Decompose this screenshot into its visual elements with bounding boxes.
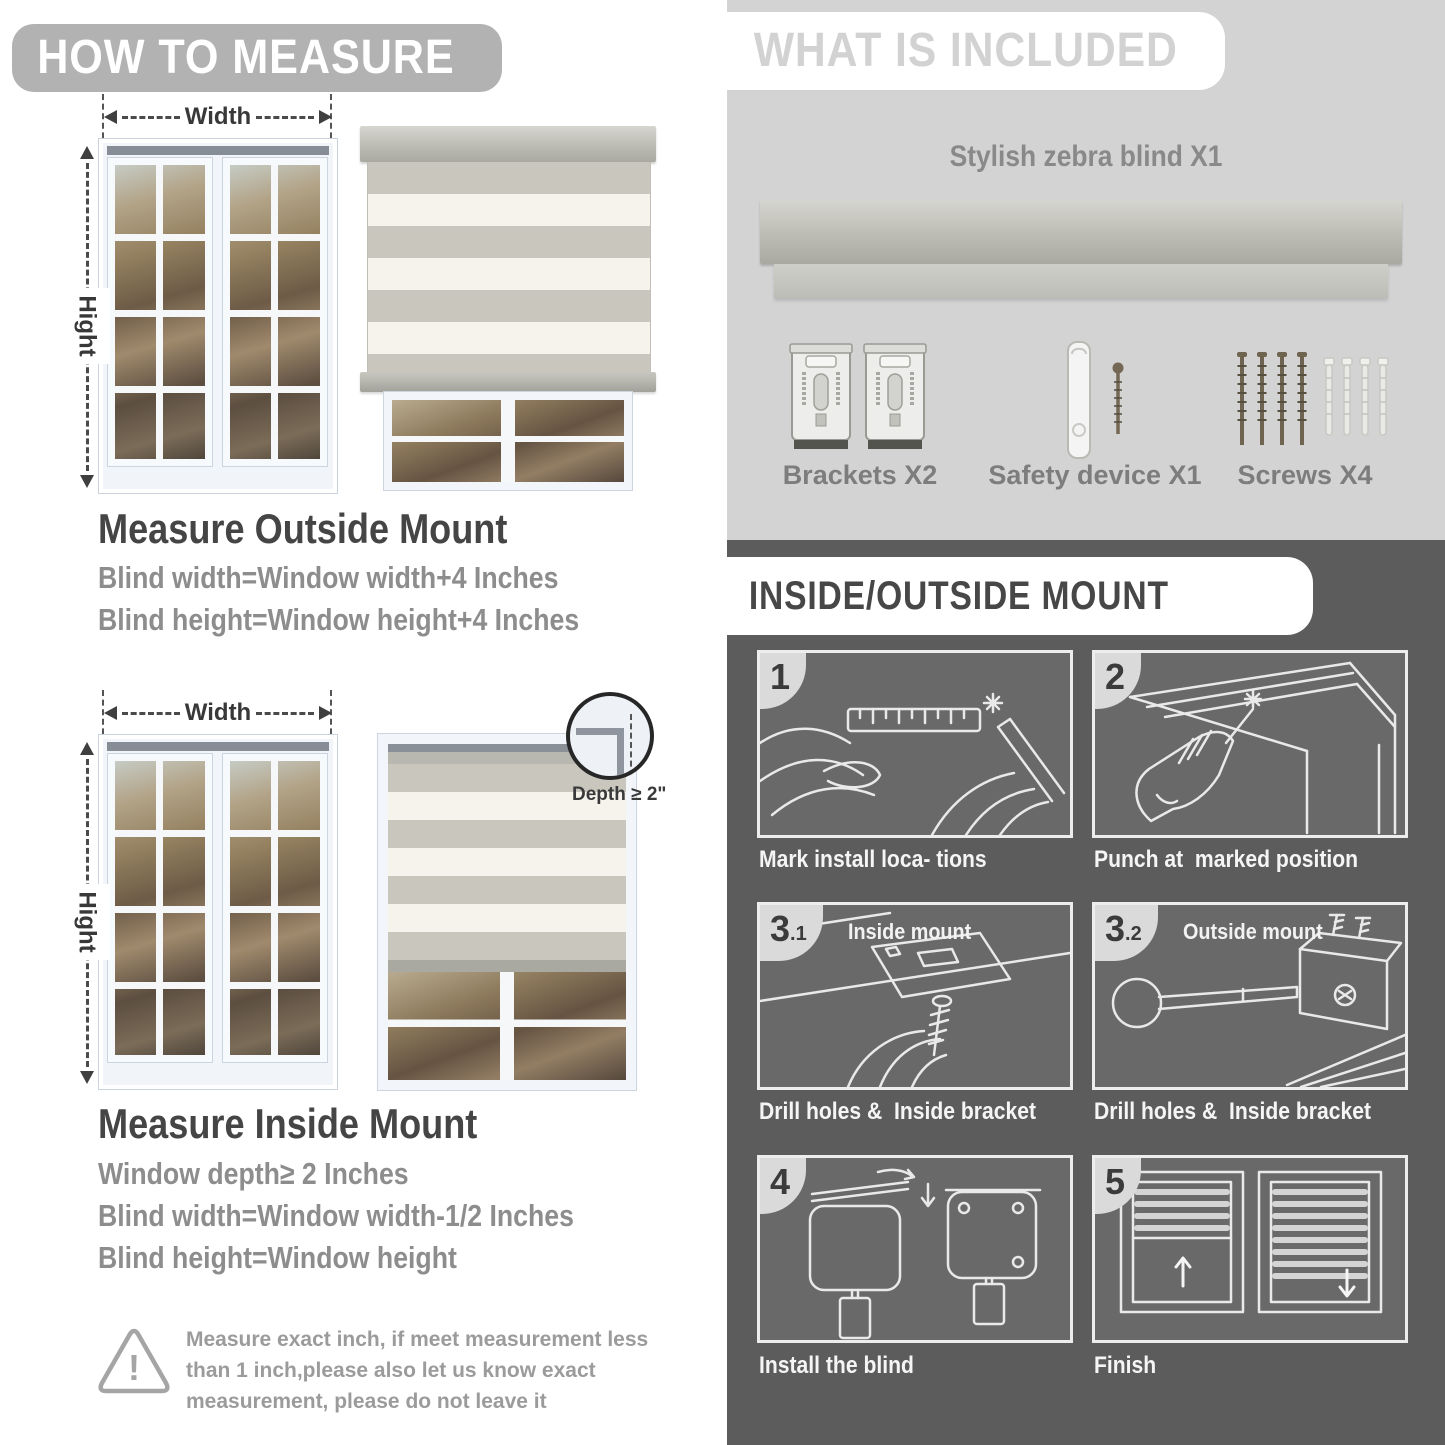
screws-label: Screws X4: [1237, 460, 1373, 490]
inside-mount-heading: Measure Inside Mount: [98, 1100, 478, 1147]
drill-punch-illustration: [1095, 653, 1405, 835]
step-number-badge: 3 .1: [760, 905, 823, 961]
warning-text: [186, 1324, 648, 1417]
step-panel-2: [1092, 650, 1408, 838]
window-panes-lower: [388, 972, 626, 1080]
safety-device-label: Safety device X1: [988, 460, 1202, 490]
arrow-up-icon: [80, 742, 94, 755]
window-sash-left: [108, 158, 212, 466]
step-panel-1: [757, 650, 1073, 838]
anchor-icon: [1358, 356, 1372, 444]
screw-icon: [1254, 350, 1270, 448]
step-number-badge: 4: [760, 1158, 806, 1214]
blind-cassette: [360, 126, 656, 162]
blind-item-label: Stylish zebra blind X1: [949, 140, 1223, 173]
screw-icon: [1110, 362, 1126, 438]
bracket-icon: [788, 342, 854, 458]
outside-mount-heading: Measure Outside Mount: [98, 505, 508, 552]
step-number-badge: 3 .2: [1095, 905, 1158, 961]
window-sash-right: [223, 754, 327, 1062]
what-is-included-header: [727, 12, 1225, 90]
blind-bottom-rail-inside: [388, 960, 626, 972]
anchor-icon: [1340, 356, 1354, 444]
safety-device-icon: [1058, 338, 1098, 464]
step-caption-4: Install the blind: [759, 1352, 914, 1379]
blind-bottom-rail: [360, 372, 656, 392]
width-label: Width: [184, 103, 252, 130]
step-number-badge: 1: [760, 653, 806, 709]
zebra-blind-fabric: [367, 162, 651, 372]
window-top-frame: [107, 742, 329, 751]
step-panel-5: [1092, 1155, 1408, 1343]
step-number-badge: 2: [1095, 653, 1141, 709]
outside-mount-line1: Blind width=Window width+4 Inches: [98, 560, 559, 595]
window-photo-outside: [98, 138, 338, 494]
step-caption-3-1: Drill holes & Inside bracket: [759, 1098, 1036, 1125]
install-blind-illustration: [760, 1158, 1070, 1340]
warning-exclamation: !: [128, 1347, 140, 1388]
hight-label: Hight: [74, 295, 101, 357]
warning-line-1: Measure exact inch, if meet measurement less: [186, 1328, 649, 1351]
finish-illustration: [1095, 1158, 1405, 1340]
included-cassette-lip: [774, 264, 1388, 298]
anchor-icon: [1376, 356, 1390, 444]
screw-icon: [1294, 350, 1310, 448]
arrow-down-icon: [80, 475, 94, 488]
brackets-label: Brackets X2: [782, 460, 938, 490]
inside-mount-label: Inside mount: [848, 919, 972, 944]
step-panel-3-1: [757, 902, 1073, 1090]
width-arrow-2: [104, 699, 332, 726]
window-photo-inside: [98, 734, 338, 1090]
inside-mount-line3: Blind height=Window height: [98, 1240, 457, 1275]
inside-mount-line2: Blind width=Window width-1/2 Inches: [98, 1198, 574, 1233]
arrow-right-icon: [319, 110, 332, 124]
window-sash-left: [108, 754, 212, 1062]
window-peek: [384, 392, 632, 490]
outside-mount-label: Outside mount: [1183, 919, 1323, 944]
hight-label-2: Hight: [74, 891, 101, 953]
arrow-left-icon: [104, 706, 117, 720]
warning-line-3: measurement, please do not leave it: [186, 1390, 547, 1413]
how-to-measure-header: [12, 24, 502, 92]
width-arrow: [104, 103, 332, 130]
arrow-left-icon: [104, 110, 117, 124]
depth-note: Depth ≥ 2": [572, 784, 667, 805]
step-caption-3-2: Drill holes & Inside bracket: [1094, 1098, 1371, 1125]
screw-icon: [1234, 350, 1250, 448]
window-sash-right: [223, 158, 327, 466]
width-label-2: Width: [184, 699, 252, 726]
what-is-included-title: WHAT IS INCLUDED: [753, 24, 1178, 77]
outside-mount-line2: Blind height=Window height+4 Inches: [98, 602, 580, 637]
window-top-frame: [107, 146, 329, 155]
arrow-up-icon: [80, 146, 94, 159]
warning-line-2: than 1 inch,please also let us know exact: [186, 1359, 596, 1382]
inside-mount-line1: Window depth≥ 2 Inches: [98, 1156, 409, 1191]
hight-label-wrap: [64, 288, 110, 364]
warning-triangle-icon: [96, 1326, 172, 1400]
step-panel-3-2: [1092, 902, 1408, 1090]
step-caption-1: Mark install loca- tions: [759, 846, 987, 873]
mark-locations-illustration: [760, 653, 1070, 835]
anchor-icon: [1322, 356, 1336, 444]
how-to-measure-title: HOW TO MEASURE: [37, 31, 455, 84]
hight-label-wrap-2: [64, 884, 110, 960]
step-panel-4: [757, 1155, 1073, 1343]
bracket-icon: [862, 342, 928, 458]
depth-magnifier-circle: [566, 692, 654, 780]
included-cassette-bar: [760, 200, 1402, 264]
step-caption-2: Punch at marked position: [1094, 846, 1359, 873]
screw-icon: [1274, 350, 1290, 448]
step-caption-5: Finish: [1094, 1352, 1157, 1379]
mount-header: [727, 557, 1313, 635]
arrow-right-icon: [319, 706, 332, 720]
arrow-down-icon: [80, 1071, 94, 1084]
mount-title: INSIDE/OUTSIDE MOUNT: [748, 574, 1169, 618]
step-number-badge: 5: [1095, 1158, 1141, 1214]
